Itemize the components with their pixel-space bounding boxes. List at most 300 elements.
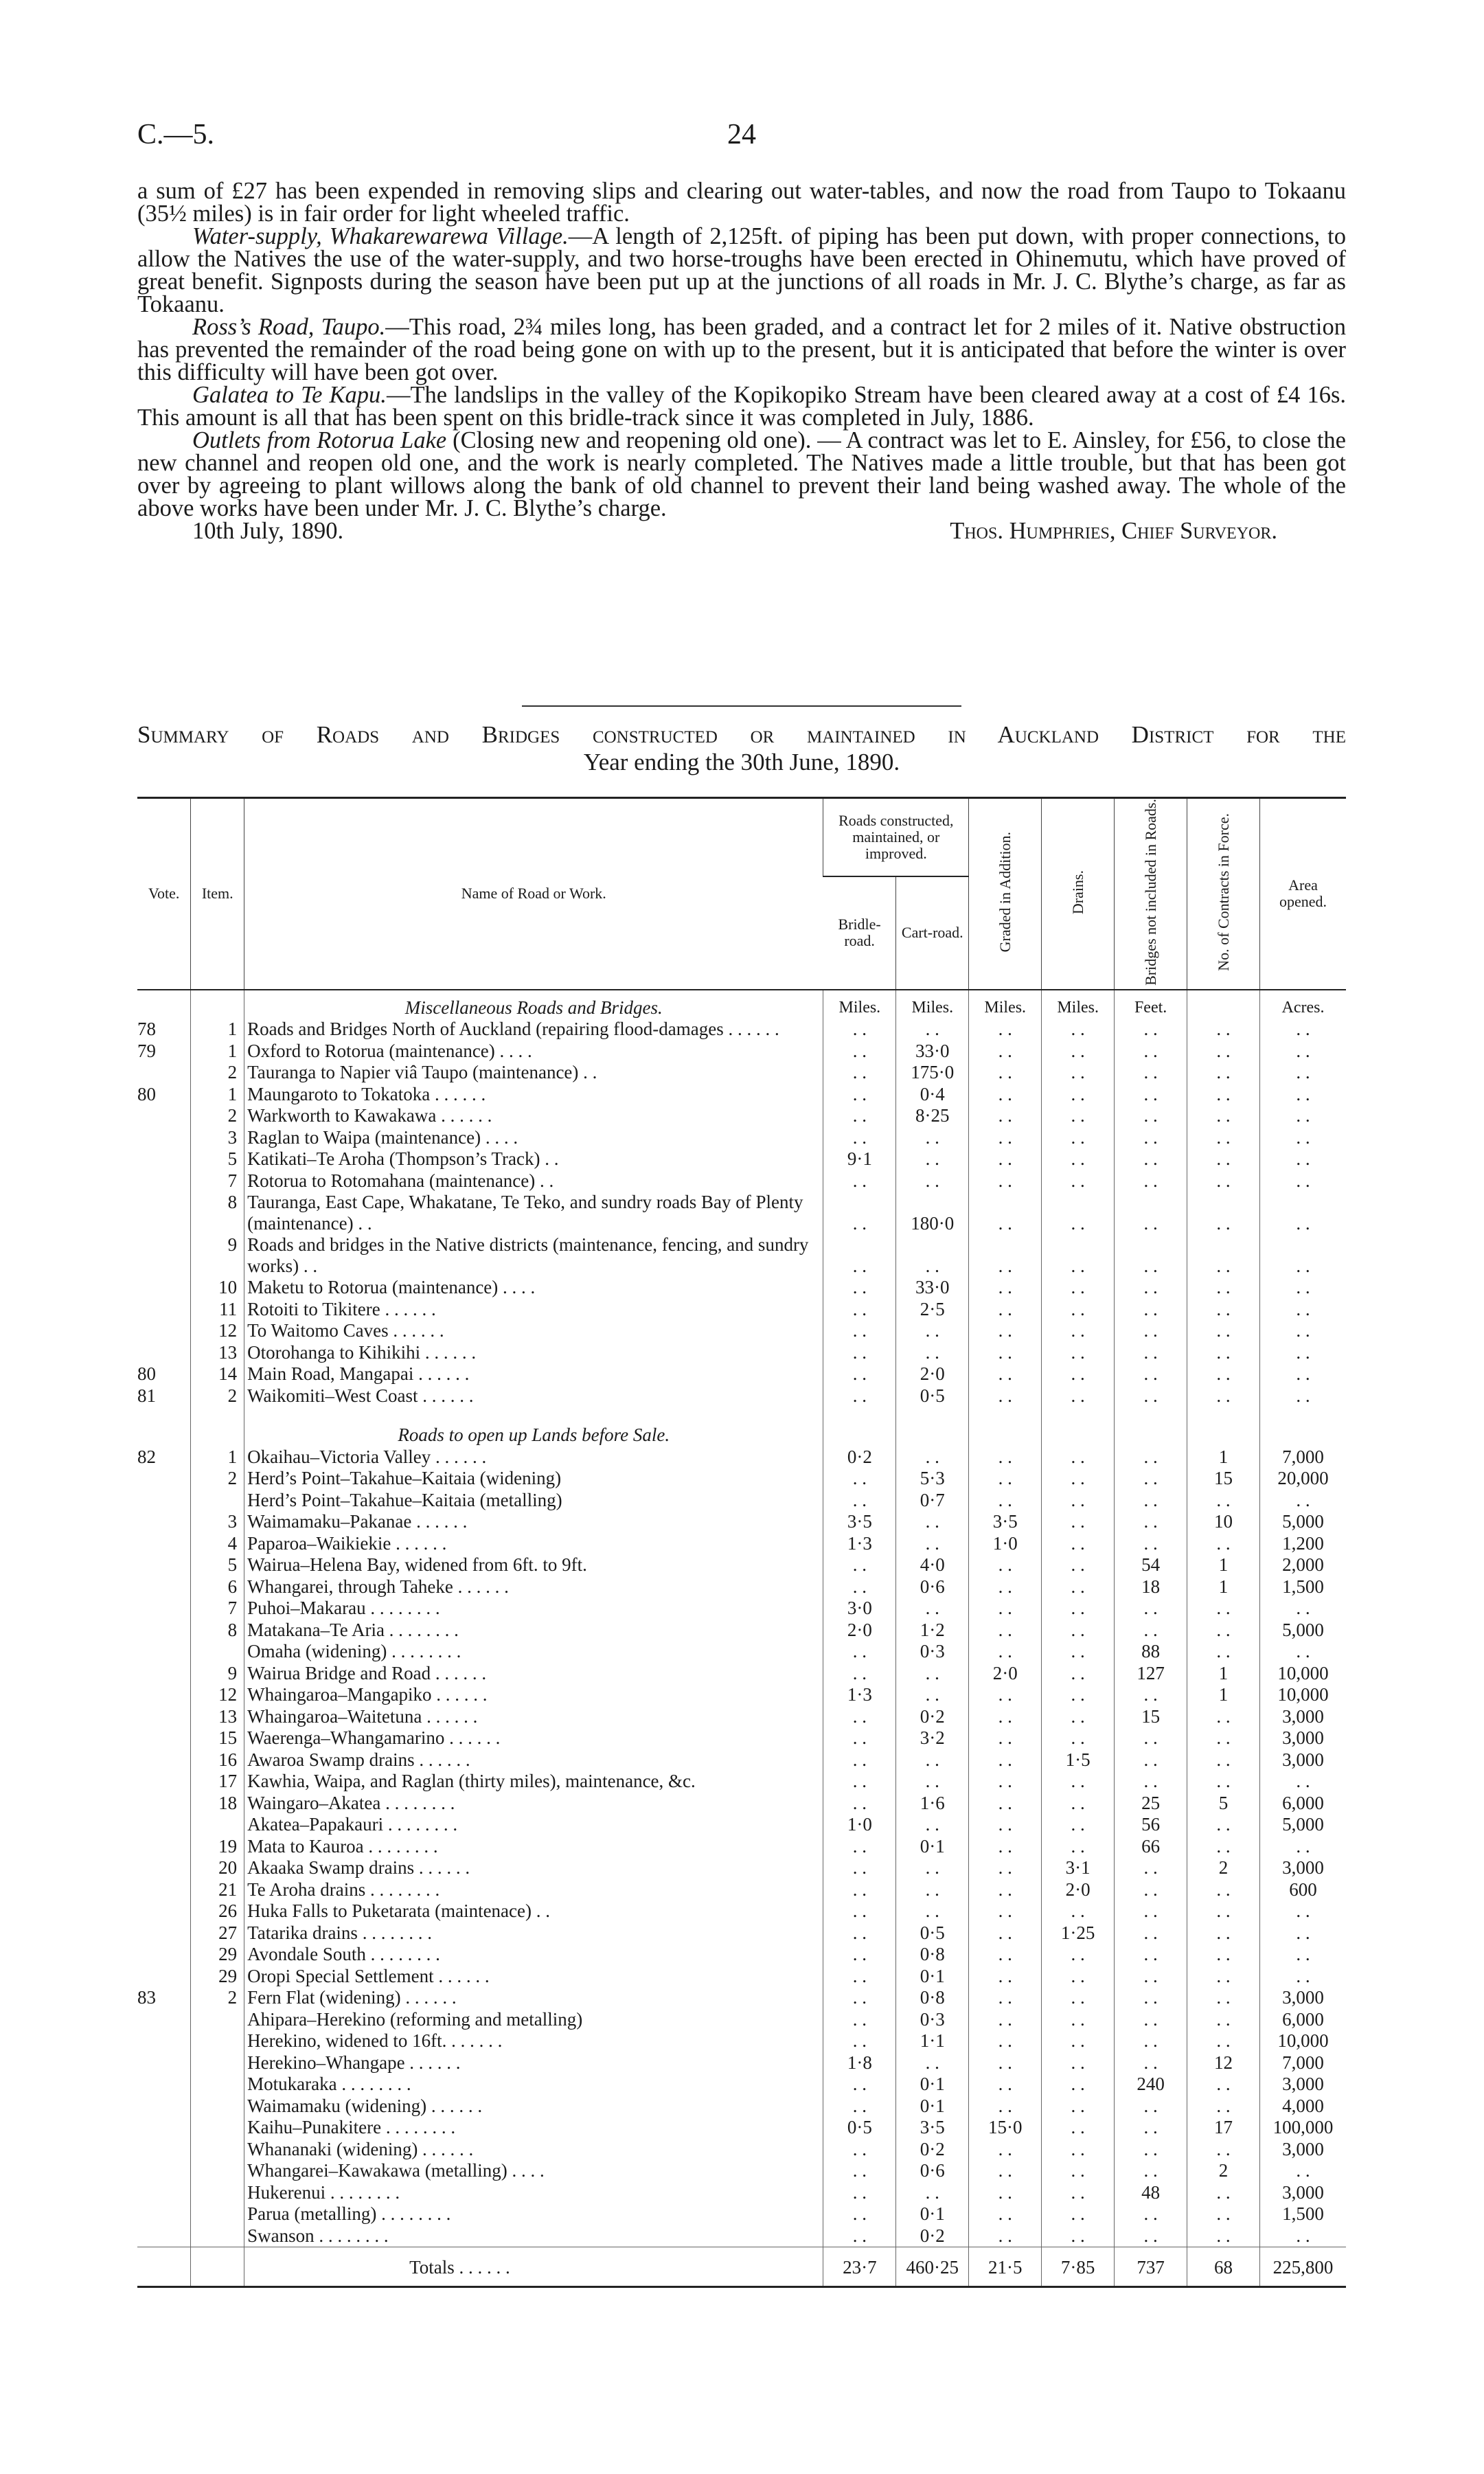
bridle-cell: . . [823, 2160, 896, 2182]
vote-cell [137, 2117, 191, 2139]
area-cell: . . [1260, 1105, 1346, 1127]
drains-cell: . . [1042, 1277, 1115, 1299]
contracts-cell: 1 [1187, 1576, 1260, 1598]
drains-cell: . . [1042, 1684, 1115, 1706]
vote-cell [137, 1727, 191, 1749]
drains-cell: . . [1042, 1342, 1115, 1364]
cart-cell: . . [896, 1900, 969, 1922]
table-row [137, 2203, 1346, 2225]
page-number: 24 [727, 119, 756, 150]
bridle-cell: . . [823, 1019, 896, 1041]
vote-cell [137, 1771, 191, 1793]
cart-cell: . . [896, 2052, 969, 2074]
area-cell: . . [1260, 1490, 1346, 1512]
bridges-cell: . . [1115, 1385, 1187, 1407]
graded-cell: . . [969, 2182, 1042, 2204]
area-cell: 10,000 [1260, 2030, 1346, 2052]
graded-cell: . . [969, 2052, 1042, 2074]
header-bridle: Bridle-road. [823, 876, 896, 990]
area-cell: 10,000 [1260, 1663, 1346, 1685]
paragraph-heading: Galatea to Te Kapu. [192, 382, 387, 408]
graded-cell: 1·0 [969, 1533, 1042, 1555]
area-cell: . . [1260, 2225, 1346, 2247]
area-cell: 20,000 [1260, 1468, 1346, 1490]
vote-cell [137, 1533, 191, 1555]
item-cell [191, 2009, 244, 2031]
cart-cell: . . [896, 1127, 969, 1149]
table-body [137, 990, 1346, 2287]
paragraph: Ross’s Road, Taupo.—This road, 2¾ miles long, has been graded, and a contract let for 2 miles of it. Native obstruction has prevented the remainder of the road being gone on with up to the present, but it is anticipated that before the winter is over this difficulty will have been got over. [137, 314, 1346, 385]
bridges-cell: 88 [1115, 1641, 1187, 1663]
area-cell: . . [1260, 1062, 1346, 1084]
contracts-cell: . . [1187, 1041, 1260, 1063]
item-cell: 11 [191, 1299, 244, 1321]
cart-cell: 0·7 [896, 1490, 969, 1512]
road-name-cell: Avondale South . . . . . . . . [244, 1944, 823, 1966]
table-row [137, 2182, 1346, 2204]
unit-label: Miles. [823, 990, 896, 1019]
contracts-cell: . . [1187, 1922, 1260, 1944]
drains-cell: . . [1042, 1576, 1115, 1598]
road-name-cell: Whananaki (widening) . . . . . . [244, 2139, 823, 2161]
road-name-cell: Oropi Special Settlement . . . . . . [244, 1966, 823, 1988]
area-cell: . . [1260, 1019, 1346, 1041]
bridges-cell: 25 [1115, 1793, 1187, 1815]
table-row [137, 1727, 1346, 1749]
road-name-cell: Huka Falls to Puketarata (maintenace) . . [244, 1900, 823, 1922]
item-cell: 7 [191, 1598, 244, 1620]
drains-cell: . . [1042, 2052, 1115, 2074]
bridges-cell: . . [1115, 1749, 1187, 1771]
drains-cell: . . [1042, 1084, 1115, 1106]
contracts-cell: . . [1187, 1771, 1260, 1793]
bridges-cell: . . [1115, 1446, 1187, 1468]
road-name-cell: Herd’s Point–Takahue–Kaitaia (widening) [244, 1468, 823, 1490]
cart-cell: . . [896, 1019, 969, 1041]
bridle-cell: . . [823, 1554, 896, 1576]
vote-cell [137, 1299, 191, 1321]
graded-cell: . . [969, 1922, 1042, 1944]
vote-cell: 83 [137, 1987, 156, 2008]
area-cell: 3,000 [1260, 2182, 1346, 2204]
bridges-cell: . . [1115, 1684, 1187, 1706]
bridle-cell: . . [823, 1105, 896, 1127]
contracts-cell: . . [1187, 2074, 1260, 2096]
road-name-cell: To Waitomo Caves . . . . . . [244, 1320, 823, 1342]
item-cell: 10 [191, 1277, 244, 1299]
road-name-cell: Herekino–Whangape . . . . . . [244, 2052, 823, 2074]
drains-cell: . . [1042, 1299, 1115, 1321]
area-cell: . . [1260, 1385, 1346, 1407]
contracts-cell: . . [1187, 1900, 1260, 1922]
drains-cell: 1·5 [1042, 1749, 1115, 1771]
bridle-cell: . . [823, 1987, 896, 2009]
bridle-cell: . . [823, 1277, 896, 1299]
cart-cell: 175·0 [896, 1062, 969, 1084]
contracts-cell: . . [1187, 1836, 1260, 1858]
unit-label: Miles. [969, 990, 1042, 1019]
bridle-cell: . . [823, 1836, 896, 1858]
drains-cell: . . [1042, 1192, 1115, 1234]
bridges-cell: . . [1115, 1299, 1187, 1321]
bridle-cell: . . [823, 1192, 896, 1234]
cart-cell: 3·5 [896, 2117, 969, 2139]
area-cell: 2,000 [1260, 1554, 1346, 1576]
area-cell: . . [1260, 1234, 1346, 1277]
item-cell: 4 [191, 1533, 244, 1555]
bridle-cell: . . [823, 1320, 896, 1342]
item-cell: 13 [191, 1342, 244, 1364]
bridle-cell: . . [823, 2074, 896, 2096]
item-cell: 9 [191, 1663, 244, 1685]
paragraph-heading: Ross’s Road, Taupo. [192, 314, 386, 340]
area-cell: . . [1260, 1900, 1346, 1922]
table-row [137, 1944, 1346, 1966]
bridle-cell: 3·0 [823, 1598, 896, 1620]
bridges-cell: . . [1115, 2160, 1187, 2182]
vote-cell: 80 [137, 1363, 156, 1385]
road-name-cell: Rotorua to Rotomahana (maintenance) . . [244, 1170, 823, 1192]
drains-cell: . . [1042, 1944, 1115, 1966]
vote-cell [137, 1900, 191, 1922]
drains-cell: . . [1042, 1554, 1115, 1576]
bridle-cell: . . [823, 2009, 896, 2031]
item-cell: 1 [191, 1019, 244, 1041]
drains-cell: . . [1042, 1966, 1115, 1988]
cart-cell: 0·2 [896, 1706, 969, 1728]
table-row [137, 1170, 1346, 1192]
bridle-cell: 1·8 [823, 2052, 896, 2074]
drains-cell: . . [1042, 1598, 1115, 1620]
item-cell: 21 [191, 1879, 244, 1901]
header-roads-group: Roads constructed, maintained, or improved. [823, 798, 969, 877]
bridle-cell: . . [823, 1468, 896, 1490]
contracts-cell: 2 [1187, 2160, 1260, 2182]
cart-cell: 0·6 [896, 2160, 969, 2182]
item-cell: 9 [191, 1234, 244, 1277]
item-cell: 1 [191, 1446, 244, 1468]
bridle-cell: 9·1 [823, 1148, 896, 1170]
bridges-cell: 18 [1115, 1576, 1187, 1598]
contracts-cell: . . [1187, 1987, 1260, 2009]
vote-cell [137, 2225, 191, 2247]
drains-cell: . . [1042, 2182, 1115, 2204]
bridges-cell: . . [1115, 2052, 1187, 2074]
item-cell: 14 [191, 1363, 244, 1385]
item-cell: 2 [191, 1468, 244, 1490]
vote-cell: 80 [137, 1083, 156, 1104]
paragraph: Galatea to Te Kapu.—The landslips in the valley of the Kopikopiko Stream have been cleared away at a cost of £4 16s. This amount is all that has been spent on this bridle-track since it was completed in July, 1886. [137, 382, 1346, 431]
graded-cell: . . [969, 1771, 1042, 1793]
road-name-cell: Otorohanga to Kihikihi . . . . . . [244, 1342, 823, 1364]
bridges-cell: 48 [1115, 2182, 1187, 2204]
drains-cell: . . [1042, 1533, 1115, 1555]
table-row [137, 1468, 1346, 1490]
table-row [137, 1062, 1346, 1084]
contracts-cell: . . [1187, 1062, 1260, 1084]
area-cell: 1,200 [1260, 1533, 1346, 1555]
graded-cell: . . [969, 1727, 1042, 1749]
unit-label: Miles. [1042, 990, 1115, 1019]
contracts-cell: 10 [1187, 1511, 1260, 1533]
drains-cell: . . [1042, 2139, 1115, 2161]
signature-line [137, 520, 1346, 543]
contracts-cell: . . [1187, 1533, 1260, 1555]
vote-cell [137, 1814, 191, 1836]
vote-cell [137, 1554, 191, 1576]
item-cell: 18 [191, 1793, 244, 1815]
cart-cell: 4·0 [896, 1554, 969, 1576]
totals-row [137, 2247, 1346, 2287]
section-title: Roads to open up Lands before Sale. [244, 1407, 823, 1446]
bridle-cell: . . [823, 2203, 896, 2225]
bridle-cell: . . [823, 1084, 896, 1106]
cart-cell: 0·1 [896, 1966, 969, 1988]
vote-cell [137, 2096, 191, 2118]
item-cell [191, 2030, 244, 2052]
bridges-cell: 54 [1115, 1554, 1187, 1576]
drains-cell: . . [1042, 1771, 1115, 1793]
graded-cell: . . [969, 1148, 1042, 1170]
bridges-cell: . . [1115, 1170, 1187, 1192]
cart-cell: . . [896, 1446, 969, 1468]
area-cell: 7,000 [1260, 2052, 1346, 2074]
contracts-cell: . . [1187, 2203, 1260, 2225]
item-cell: 6 [191, 1576, 244, 1598]
item-cell [191, 1490, 244, 1512]
bridle-cell: 1·3 [823, 1684, 896, 1706]
contracts-cell: . . [1187, 1727, 1260, 1749]
drains-cell: . . [1042, 1641, 1115, 1663]
bridges-cell: . . [1115, 1105, 1187, 1127]
drains-cell: . . [1042, 1385, 1115, 1407]
contracts-cell: . . [1187, 1641, 1260, 1663]
bridges-cell: . . [1115, 1148, 1187, 1170]
bridges-cell: . . [1115, 1363, 1187, 1385]
bridle-cell: 3·5 [823, 1511, 896, 1533]
drains-cell: . . [1042, 1363, 1115, 1385]
area-cell: . . [1260, 1966, 1346, 1988]
graded-cell: . . [969, 1385, 1042, 1407]
road-name-cell: Hukerenui . . . . . . . . [244, 2182, 823, 2204]
vote-cell [137, 2203, 191, 2225]
vote-cell [137, 1749, 191, 1771]
bridges-cell: . . [1115, 1320, 1187, 1342]
drains-cell: . . [1042, 1446, 1115, 1468]
bridges-cell: . . [1115, 1490, 1187, 1512]
road-name-cell: Oxford to Rotorua (maintenance) . . . . [244, 1041, 823, 1063]
table-row [137, 1342, 1346, 1364]
item-cell [191, 2096, 244, 2118]
bridges-cell: 127 [1115, 1663, 1187, 1685]
contracts-cell: . . [1187, 1320, 1260, 1342]
graded-cell: . . [969, 1062, 1042, 1084]
header-bridges: Bridges not included in Roads. [1115, 798, 1187, 990]
item-cell: 15 [191, 1727, 244, 1749]
area-cell: 4,000 [1260, 2096, 1346, 2118]
bridle-cell: 0·5 [823, 2117, 896, 2139]
signature-date: 10th July, 1890. [192, 518, 344, 544]
bridges-cell: . . [1115, 1192, 1187, 1234]
cart-cell: 8·25 [896, 1105, 969, 1127]
cart-cell: 0·5 [896, 1922, 969, 1944]
drains-cell: . . [1042, 1706, 1115, 1728]
road-name-cell: Roads and Bridges North of Auckland (repairing flood-damages . . . . . . [244, 1019, 823, 1041]
cart-cell: . . [896, 1663, 969, 1685]
area-cell: . . [1260, 1170, 1346, 1192]
bridle-cell: . . [823, 1663, 896, 1685]
cart-cell: 1·2 [896, 1620, 969, 1642]
contracts-cell: . . [1187, 2030, 1260, 2052]
item-cell: 8 [191, 1192, 244, 1234]
vote-cell [137, 1922, 191, 1944]
graded-cell: . . [969, 1468, 1042, 1490]
item-cell: 27 [191, 1922, 244, 1944]
bridges-cell: . . [1115, 2203, 1187, 2225]
bridle-cell: . . [823, 1641, 896, 1663]
road-name-cell: Fern Flat (widening) . . . . . . [244, 1987, 823, 2009]
area-cell: . . [1260, 1127, 1346, 1149]
road-name-cell: Mata to Kauroa . . . . . . . . [244, 1836, 823, 1858]
bridle-cell: . . [823, 1170, 896, 1192]
vote-cell [137, 1620, 191, 1642]
paragraph: Outlets from Rotorua Lake (Closing new and reopening old one). — A contract was let to E. Ainsley, for £56, to close the new channel and reopen old one, and the work is nearly completed. The Natives made a little trouble, but that has been got over by agreeing to plant willows along the bank of old channel to prevent their land being washed away. The whole of the above works have been under Mr. J. C. Blythe’s charge. [137, 427, 1346, 521]
item-cell: 3 [191, 1127, 244, 1149]
drains-cell: . . [1042, 1987, 1115, 2009]
cart-cell: 0·1 [896, 2096, 969, 2118]
cart-cell: . . [896, 1749, 969, 1771]
paragraph: Water-supply, Whakarewarewa Village.—A length of 2,125ft. of piping has been put down, with proper connections, to allow the Natives the use of the water-supply, and two horse-troughs have been erected in Ohinemutu, which have proved of great benefit. Signposts during the season have been put up at the junctions of all roads in Mr. J. C. Blythe’s charge, as far as Tokaanu. [137, 223, 1347, 317]
cart-cell: 33·0 [896, 1277, 969, 1299]
bridle-cell: . . [823, 1793, 896, 1815]
drains-cell: . . [1042, 1900, 1115, 1922]
drains-cell: . . [1042, 1105, 1115, 1127]
table-row [137, 1641, 1346, 1663]
paragraph-heading: Water-supply, Whakarewarewa Village. [192, 223, 569, 249]
table-row [137, 1966, 1346, 1988]
graded-cell: . . [969, 1620, 1042, 1642]
contracts-cell: 1 [1187, 1446, 1260, 1468]
vote-cell [137, 2182, 191, 2204]
drains-cell: . . [1042, 1663, 1115, 1685]
report-text [137, 180, 1346, 543]
table-row [137, 2117, 1346, 2139]
total-cart: 460·25 [896, 2247, 969, 2287]
cart-cell: 1·1 [896, 2030, 969, 2052]
bridle-cell: . . [823, 1900, 896, 1922]
item-cell [191, 1814, 244, 1836]
contracts-cell: 1 [1187, 1663, 1260, 1685]
bridle-cell: . . [823, 1706, 896, 1728]
header-cart: Cart-road. [896, 876, 969, 990]
graded-cell: 15·0 [969, 2117, 1042, 2139]
drains-cell: 1·25 [1042, 1922, 1115, 1944]
graded-cell: . . [969, 1576, 1042, 1598]
table-row [137, 2009, 1346, 2031]
table-row [137, 2052, 1346, 2074]
graded-cell: . . [969, 1342, 1042, 1364]
table-row [137, 1576, 1346, 1598]
graded-cell: . . [969, 2203, 1042, 2225]
area-cell: 3,000 [1260, 1987, 1346, 2009]
drains-cell: . . [1042, 1041, 1115, 1063]
item-cell: 20 [191, 1857, 244, 1879]
area-cell: . . [1260, 1320, 1346, 1342]
area-cell: . . [1260, 1836, 1346, 1858]
vote-cell [137, 1598, 191, 1620]
drains-cell: . . [1042, 1511, 1115, 1533]
bridle-cell: . . [823, 2182, 896, 2204]
total-area: 225,800 [1260, 2247, 1346, 2287]
bridle-cell: . . [823, 1727, 896, 1749]
table-row [137, 2030, 1346, 2052]
graded-cell: . . [969, 1814, 1042, 1836]
road-name-cell: Tauranga to Napier viâ Taupo (maintenance) . . [244, 1062, 823, 1084]
contracts-cell: . . [1187, 1127, 1260, 1149]
header-vote: Vote. [137, 798, 191, 990]
item-cell: 29 [191, 1944, 244, 1966]
drains-cell: . . [1042, 1727, 1115, 1749]
contracts-cell: . . [1187, 1299, 1260, 1321]
total-bridges: 737 [1115, 2247, 1187, 2287]
area-cell: 6,000 [1260, 2009, 1346, 2031]
vote-cell: 82 [137, 1446, 156, 1467]
cart-cell: 0·1 [896, 2203, 969, 2225]
contracts-cell: . . [1187, 1170, 1260, 1192]
cart-cell: . . [896, 1511, 969, 1533]
area-cell: . . [1260, 1041, 1346, 1063]
table-row [137, 1684, 1346, 1706]
bridle-cell: . . [823, 1922, 896, 1944]
area-cell: . . [1260, 1299, 1346, 1321]
vote-cell [137, 2030, 191, 2052]
road-name-cell: Akaaka Swamp drains . . . . . . [244, 1857, 823, 1879]
table-row [137, 2074, 1346, 2096]
item-cell: 2 [191, 1062, 244, 1084]
total-bridle: 23·7 [823, 2247, 896, 2287]
table-row [137, 1299, 1346, 1321]
bridges-cell: . . [1115, 1620, 1187, 1642]
bridges-cell: . . [1115, 1468, 1187, 1490]
unit-label: Feet. [1115, 990, 1187, 1019]
contracts-cell: 2 [1187, 1857, 1260, 1879]
graded-cell: . . [969, 1019, 1042, 1041]
cart-cell: 2·0 [896, 1363, 969, 1385]
cart-cell: . . [896, 1598, 969, 1620]
contracts-cell: . . [1187, 1620, 1260, 1642]
bridle-cell: . . [823, 1490, 896, 1512]
vote-cell [137, 1277, 191, 1299]
section-row [137, 1407, 1346, 1446]
graded-cell: . . [969, 1192, 1042, 1234]
contracts-cell: . . [1187, 1019, 1260, 1041]
cart-cell: 0·8 [896, 1987, 969, 2009]
bridges-cell: 240 [1115, 2074, 1187, 2096]
vote-cell [137, 1793, 191, 1815]
summary-table-wrapper [137, 797, 1346, 2288]
graded-cell: . . [969, 1749, 1042, 1771]
contracts-cell: 15 [1187, 1468, 1260, 1490]
bridges-cell: . . [1115, 1084, 1187, 1106]
bridges-cell: . . [1115, 2030, 1187, 2052]
area-cell: . . [1260, 1277, 1346, 1299]
bridle-cell: . . [823, 1342, 896, 1364]
area-cell: . . [1260, 1771, 1346, 1793]
item-cell [191, 1641, 244, 1663]
bridle-cell: . . [823, 1385, 896, 1407]
contracts-cell: . . [1187, 1234, 1260, 1277]
contracts-cell: . . [1187, 2225, 1260, 2247]
